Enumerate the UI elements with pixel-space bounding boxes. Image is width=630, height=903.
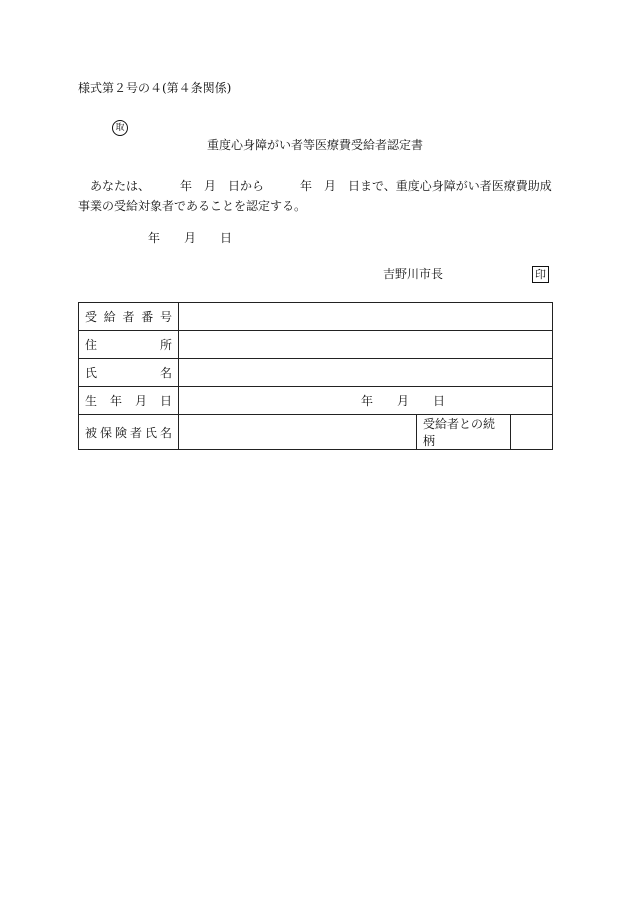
issuer-name: 吉野川市長 [383,267,444,281]
name-label: 氏名 [79,359,179,387]
table-row [79,387,553,415]
table-row [79,359,553,387]
insured-name-field[interactable] [179,415,417,450]
name-field[interactable] [179,359,553,387]
document-title: 重度心身障がい者等医療費受給者認定書 [207,138,424,152]
birthdate-value: 年 月 日 [361,394,446,408]
issue-date: 年 月 日 [148,231,233,245]
recipient-number-label: 受給者番号 [79,303,179,331]
form-number: 様式第２号の４(第４条関係) [78,81,232,95]
seal-icon: 印 [532,266,549,283]
birthdate-field[interactable] [179,387,553,415]
table-row [79,303,553,331]
circled-mark-icon: 取 [112,120,128,136]
birthdate-label: 生年月日 [79,387,179,415]
address-field[interactable] [179,331,553,359]
table-row [79,331,553,359]
relationship-label: 受給者との続柄 [417,415,511,450]
table-row [79,415,553,450]
certification-line-2: 事業の受給対象者であることを認定する。 [78,199,307,213]
recipient-info-table [78,302,553,450]
certification-line-1: あなたは、 年 月 日から 年 月 日まで、重度心身障がい者医療費助成 [90,179,552,193]
recipient-number-field[interactable] [179,303,553,331]
address-label: 住所 [79,331,179,359]
insured-name-label: 被保険者氏名 [79,415,179,450]
certification-text [78,176,558,216]
relationship-field[interactable] [511,415,553,450]
